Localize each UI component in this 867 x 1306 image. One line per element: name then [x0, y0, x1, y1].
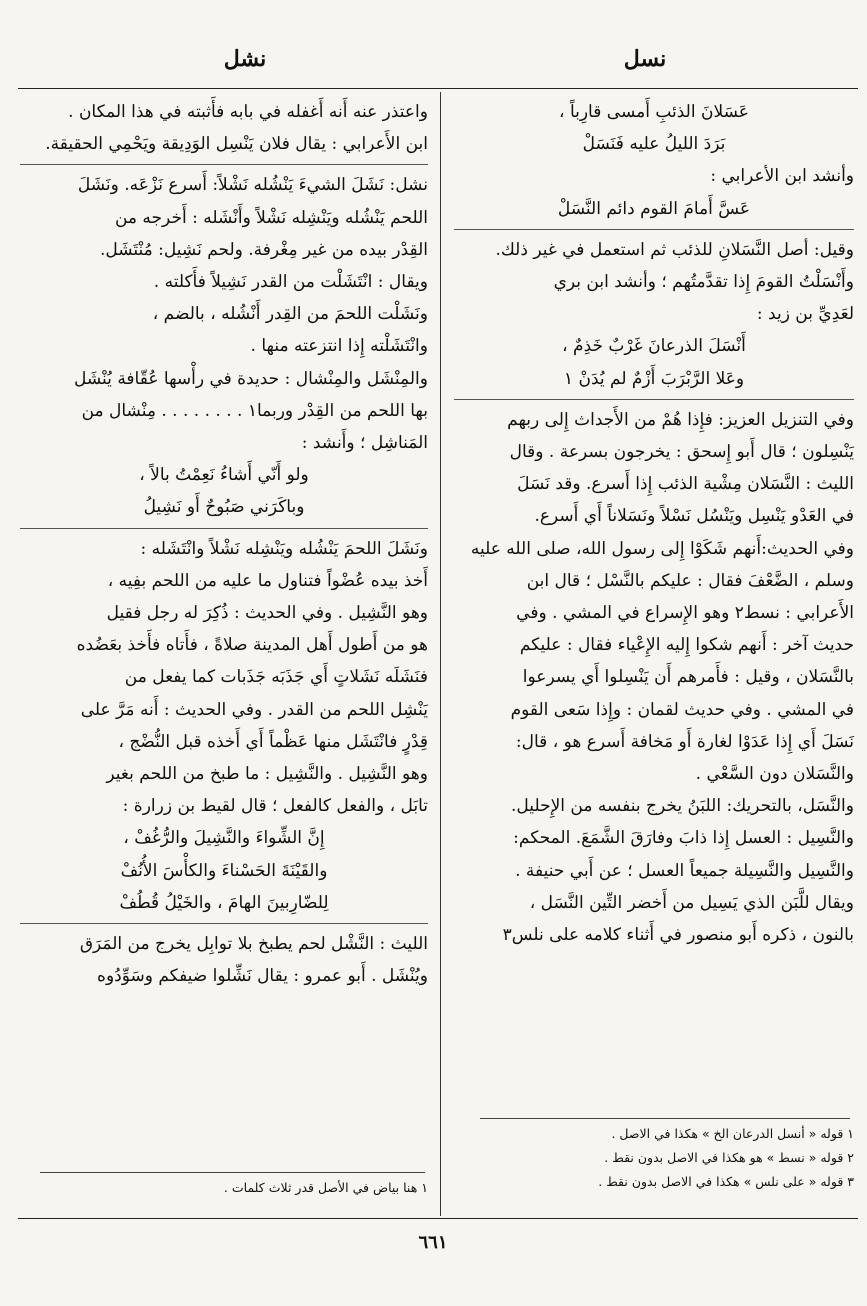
paragraph-separator: [20, 528, 428, 529]
page-number: ٦٦١: [418, 1232, 448, 1253]
left-headword: نشل: [223, 46, 267, 72]
text-line: قِدْرٍ فانْتَشَل منها عَظْماً أَي أَخذه قبل النُّضْج ،: [118, 731, 428, 752]
text-line: ويُنْشَل . أَبو عمرو : يقال نَشِّلوا ضيفكم وسَوِّدُوه: [97, 966, 428, 987]
text-line: وقيل: أصل النَّسَلانِ للذئب ثم استعمل في غير ذلك.: [495, 239, 854, 260]
text-line: والنَّسَل، بالتحريك: اللبَنُ يخرج بنفسه من الإِحليل.: [511, 796, 854, 817]
text-line: واعتذر عنه أَنه أَغفله في بابه فأَثبته في هذا المكان .: [68, 102, 428, 122]
text-line: وأَنْسَلْتُ القومَ إِذا تقدَّمتُهم ؛ وأنشد ابن بري: [553, 272, 854, 293]
text-line: بالنَّسَلان ، وقيل : فأَمرهم أَن يَنْسِلوا أَي يسرعوا: [522, 667, 854, 688]
bottom-rule: [18, 1218, 858, 1219]
right-footnote-rule: [480, 1118, 850, 1119]
left-column: [20, 96, 428, 992]
text-line: يَنْشِل اللحم من القدر . وفي الحديث : أَنه مَرَّ على: [80, 699, 428, 720]
paragraph-separator: [454, 229, 854, 230]
text-line: بالنون ، ذكره أَبو منصور في أَثناء كلامه على نلس٣: [502, 925, 854, 946]
text-line: القِدْر بيده من غير مِغْرفة. ولحم نَشِيل: مُنْتَشَل.: [99, 239, 428, 260]
text-line: ابن الأَعرابي : يقال فلان يَنْسِل الوَدِيقة ويَحْمِي الحقيقة.: [45, 134, 428, 155]
text-line: في المشي . وفي حديث لقمان : وإِذا سَعى القوم: [510, 699, 854, 720]
text-line: ويقال للَّبَن الذي يَسِيل من أَخضر التِّين النَّسَل ،: [529, 892, 854, 913]
text-line: ونَشَلْت اللحمَ من القِدر أَنْشُله ، بالضم ،: [152, 304, 428, 325]
right-footnotes: [454, 1122, 854, 1194]
text-line: أَخذ بيده عُضْواً فتناول ما عليه من اللحم بفِيه ،: [107, 570, 428, 591]
text-line: وأنشد ابن الأعرابي :: [710, 166, 854, 187]
footnote: ٣ قوله « على نلس » هكذا في الاصل بدون نقط .: [598, 1174, 854, 1189]
text-line: ويقال : انْتَشَلْت من القدر نَشِيلاً فأَكلته .: [153, 272, 428, 293]
text-line: والمِنْشَل والمِنْشال : حديدة في رأْسها عُقّافة يُنْشَل: [74, 368, 428, 389]
left-footnotes: [20, 1176, 428, 1200]
text-line: الأَعرابي : نسط٢ وهو الإِسراع في المشي . وفي: [516, 603, 854, 624]
footnote: ٢ قوله « نسط » هو هكذا في الاصل بدون نقط .: [604, 1150, 854, 1165]
text-line: وفي الحديث:أَنهم شَكَوْا إِلى رسول الله، صلى الله عليه: [470, 538, 854, 559]
text-line: والقَيْنَةَ الحَسْناءَ والكأْسَ الأُنُفْ: [120, 860, 328, 881]
footnote: ١ قوله « أنسل الدرعان الخ » هكذا في الاصل .: [611, 1126, 854, 1141]
text-line: وانْتَشَلْته إِذا انتزعته منها .: [250, 336, 428, 357]
text-line: يَنْسِلون ؛ قال أَبو إِسحق : يخرجون بسرعة . وقال: [509, 442, 854, 463]
text-line: الليث : النَّشْل لحم يطبخ بلا توابِل يخرج من المَرَق: [79, 934, 428, 955]
paragraph-separator: [454, 399, 854, 400]
text-line: اللحم يَنْشُله ويَنْشِله نَشْلاً وأَنْشَله : أَخرجه من: [114, 207, 428, 228]
column-divider: [440, 92, 441, 1216]
footnote: ١ هنا بياض في الأصل قدر ثلاث كلمات .: [223, 1180, 428, 1195]
text-line: لِلضّارِبينَ الهامَ ، والخَيْلُ قُطُفْ: [119, 892, 329, 913]
text-line: تابَل ، والفعل كالفعل ؛ قال لقيط بن زرارة :: [122, 796, 428, 817]
left-footnote-rule: [40, 1172, 425, 1173]
text-line: فنَشَلَه نَشَلاتٍ أَي جَذَبَه جَذَبات كما يفعل من: [124, 667, 428, 688]
text-line: هو من أَطول أَهل المدينة صلاةً ، فأَتاه فأَخذ بعَضُده: [76, 635, 428, 656]
text-line: نَسَلَ أَي إِذا عَدَوْا لغارة أَو مَخافة أَسرع هو ، قال:: [515, 731, 854, 752]
text-line: أَنْسَلَ الذرعانَ غَرْبٌ خَذِمٌ ،: [562, 336, 746, 357]
right-column: [454, 96, 854, 951]
top-rule: [18, 88, 858, 89]
right-headword: نسل: [623, 46, 667, 72]
text-line: وفي التنزيل العزيز: فإِذا هُمْ من الأَجداث إِلى ربهم: [507, 409, 854, 430]
text-line: وعَلا الرَّبْرَبَ أَزْمٌ لم يُدَنْ ١: [563, 368, 745, 389]
entry-heading-line: نشل: نَشَلَ الشيءَ يَنْشُله نَشْلاً: أَسرع نَزْعَه. ونَشَلَ: [77, 175, 428, 196]
text-line: حديث آخر : أَنهم شكوا إِليه الإِعْياء فقال : عليكم: [519, 635, 854, 656]
text-line: وسلم ، الضَّعْفَ فقال : عليكم بالنَّسْل ؛ قال ابن: [526, 570, 854, 591]
text-line: بَرَدَ الليلُ عليه فَنَسَلْ: [582, 134, 726, 155]
text-line: وباكَرَني صَبُوحٌ أَو نَشِيلُ: [143, 497, 305, 518]
text-line: في العَدْو يَنْسِل ويَنْسُل نَسْلاً ونَسَلاناً أَي أَسرع.: [534, 506, 854, 527]
text-line: والنَّسِيل والنَّسِيلة جميعاً العسل ؛ عن أَبي حنيفة .: [515, 860, 854, 881]
text-line: لعَدِيِّ بن زيد :: [756, 304, 854, 325]
paragraph-separator: [20, 164, 428, 165]
text-line: الليث : النَّسَلان مِشْية الذئب إِذا أَسرع. وقد نَسَلَ: [517, 474, 854, 495]
text-line: وهو النَّشِيل . وفي الحديث : ذُكِرَ له رجل فقيل: [106, 603, 428, 624]
paragraph-separator: [20, 923, 428, 924]
text-line: عَسَّ أَمامَ القوم دائم النَّسَلْ: [557, 198, 751, 219]
text-line: إِنَّ الشِّواءَ والنَّشِيلَ والرُّغُفْ ،: [123, 828, 325, 849]
text-line: ولو أَنّي أَشاءُ نَعِمْتُ بالاً ،: [139, 465, 309, 486]
text-line: بها اللحم من القِدْر وربما١ . . . . . . . . مِنْشال من: [81, 400, 428, 421]
text-line: عَسَلانَ الذئبِ أَمسى قارِباً ،: [559, 102, 749, 122]
text-line: والنَّسِيل : العسل إِذا ذابَ وفارَقَ الشَّمَعَ. المحكم:: [513, 828, 854, 849]
text-line: المَناشِل ؛ وأَنشد :: [301, 433, 428, 454]
text-line: وهو النَّشِيل . والنَّشِيل : ما طبخ من اللحم بغير: [106, 764, 428, 785]
text-line: والنَّسَلان دون السَّعْي .: [695, 764, 854, 785]
text-line: ونَشَلَ اللحمَ يَنْشُله ويَنْشِله نَشْلاً وانْتَشَله :: [140, 538, 428, 559]
